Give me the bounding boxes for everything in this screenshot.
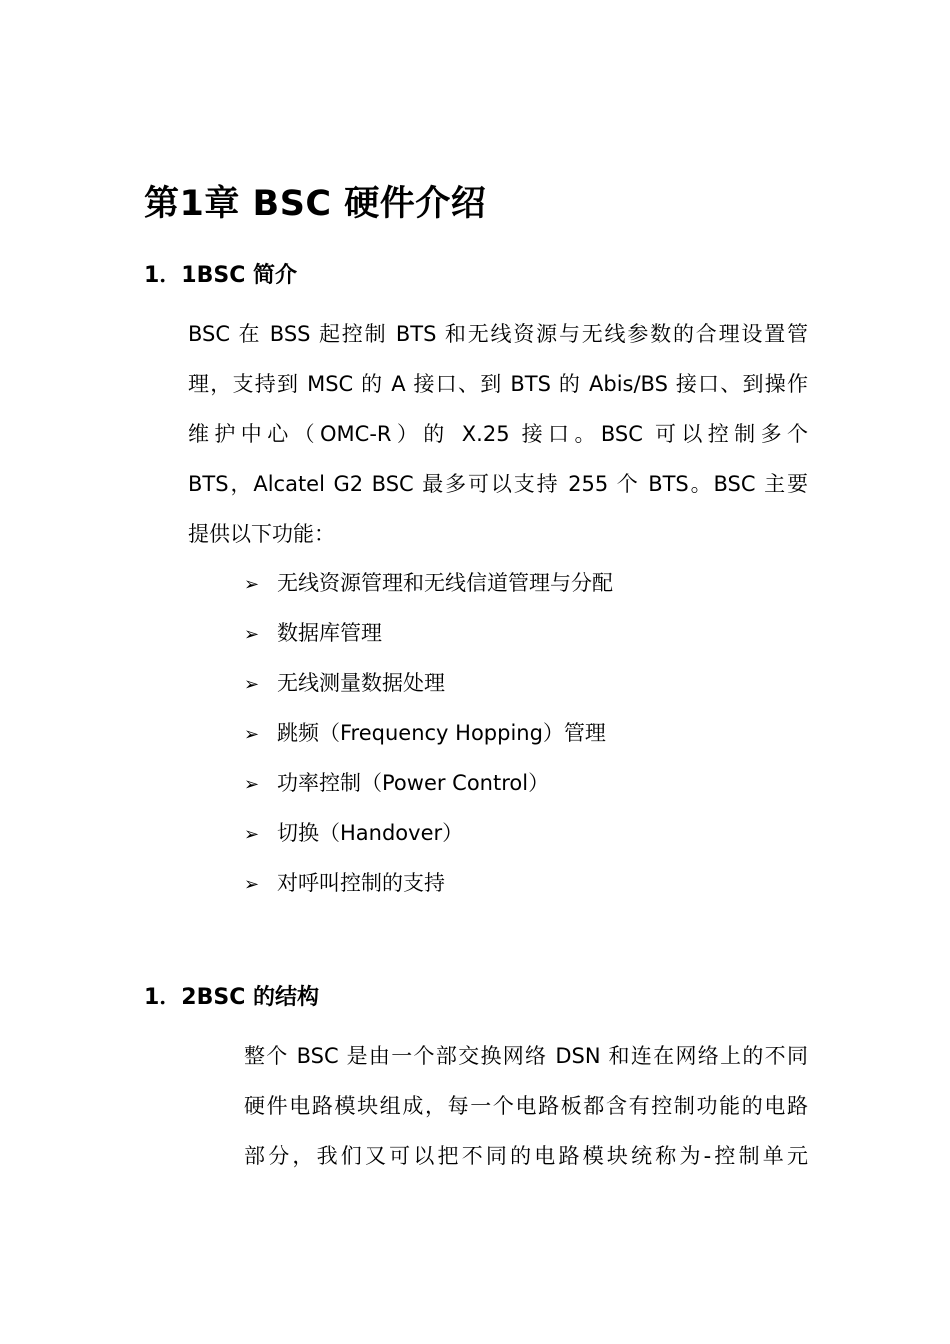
list-item-text: 无线资源管理和无线信道管理与分配	[277, 571, 613, 595]
section-heading-intro: 1．1BSC 简介	[144, 263, 298, 288]
function-list	[244, 558, 613, 908]
list-item	[244, 708, 613, 758]
arrow-bullet-icon: ➢	[244, 574, 260, 595]
section-heading-structure: 1．2BSC 的结构	[144, 985, 320, 1010]
paragraph-line: 整个 BSC 是由一个部交换网络 DSN 和连在网络上的不同	[244, 1044, 808, 1068]
list-item	[244, 558, 613, 608]
arrow-bullet-icon: ➢	[244, 874, 260, 895]
paragraph-line: 理，支持到 MSC 的 A 接口、到 BTS 的 Abis/BS 接口、到操作	[188, 372, 808, 396]
list-item-text: 无线测量数据处理	[277, 671, 445, 695]
list-item-text: 对呼叫控制的支持	[277, 871, 445, 895]
chapter-title: 第1章 BSC 硬件介绍	[144, 184, 487, 224]
paragraph-line: 部分，我们又可以把不同的电路模块统称为-控制单元	[244, 1144, 808, 1168]
structure-paragraph	[244, 1031, 808, 1181]
arrow-bullet-icon: ➢	[244, 774, 260, 795]
paragraph-line: 硬件电路模块组成，每一个电路板都含有控制功能的电路	[244, 1094, 808, 1118]
arrow-bullet-icon: ➢	[244, 674, 260, 695]
list-item	[244, 658, 613, 708]
arrow-bullet-icon: ➢	[244, 824, 260, 845]
list-item-text: 功率控制（Power Control）	[277, 771, 550, 795]
paragraph-line: 提供以下功能：	[188, 522, 335, 546]
list-item	[244, 808, 613, 858]
list-item-text: 跳频（Frequency Hopping）管理	[277, 721, 606, 745]
arrow-bullet-icon: ➢	[244, 724, 260, 745]
paragraph-line: BTS，Alcatel G2 BSC 最多可以支持 255 个 BTS。BSC 主要	[188, 472, 808, 496]
intro-paragraph	[188, 309, 808, 559]
paragraph-line: 维护中心（OMC-R）的 X.25 接口。BSC 可以控制多个	[188, 422, 808, 446]
list-item	[244, 858, 613, 908]
paragraph-line: BSC 在 BSS 起控制 BTS 和无线资源与无线参数的合理设置管	[188, 322, 808, 346]
list-item	[244, 758, 613, 808]
list-item	[244, 608, 613, 658]
arrow-bullet-icon: ➢	[244, 624, 260, 645]
list-item-text: 切换（Handover）	[277, 821, 464, 845]
list-item-text: 数据库管理	[277, 621, 382, 645]
